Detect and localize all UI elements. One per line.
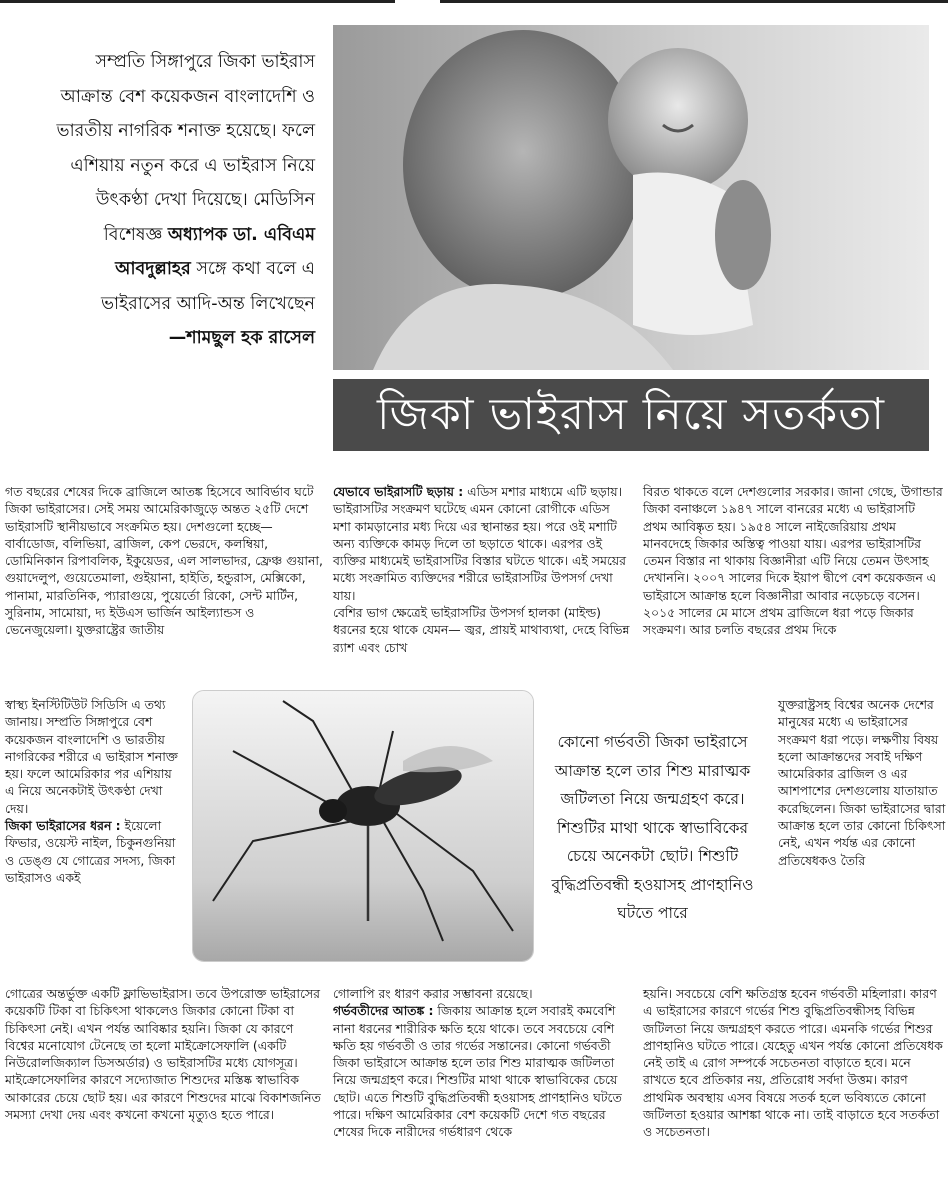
mosquito-photo — [192, 690, 534, 962]
col1-paragraph-3: ইয়েলো ফিভার, ওয়েস্ট নাইল, চিকুনগুনিয়া ও ডেঙ্গু যে গোত্রের সদস্য, জিকা ভাইরাসও একই — [5, 818, 176, 885]
column-3-narrow — [778, 696, 946, 869]
col1-subheading: জিকা ভাইরাসের ধরন : — [5, 818, 121, 834]
col2-paragraph-1: এডিস মশার মাধ্যমে এটি ছড়ায়। ভাইরাসটির সংক্রমণ ঘটেছে এমন কোনো রোগীকে এডিস মশা কামড়ানোর মধ্য দিয়ে এর স্থানান্তর হয়। পরে ওই মশাটি অন্য ব্যক্তিকে কামড় দিলে তা ছড়াতে থাকে। এরপর ওই ব্যক্তির মাধ্যমেই ভাইরাসটির বিস্তার ঘটতে থাকে। এই সময়ের মধ্যে সংক্রামিত ব্যক্তিদের শরীরে ভাইরাসটির উপসর্গ দেখা যায়। — [333, 484, 626, 603]
father-baby-photo — [333, 25, 929, 370]
pull-quote: কোনো গর্ভবতী জিকা ভাইরাসে আক্রান্ত হলে তার শিশু মারাত্মক জটিলতা নিয়ে জন্মগ্রহণ করে। শিশুটির মাথা থাকে স্বাভাবিকের চেয়ে অনেকটা ছোট। শিশুটি বুদ্ধিপ্রতিবন্ধী হওয়াসহ প্রাণহানিও ঘটতে পারে — [551, 733, 754, 922]
col2-paragraph-4: জিকায় আক্রান্ত হলে সবারই কমবেশি নানা ধরনের শারীরিক ক্ষতি হয়ে থাকে। তবে সবচেয়ে বেশি ক্ষতি হয় গর্ভবতী ও তার গর্ভের সন্তানের। কোনো গর্ভবতী জিকা ভাইরাসে আক্রান্ত হলে তার শিশু মারাত্মক জটিলতা নিয়ে জন্মগ্রহণ করে। শিশুটির মাথা থাকে স্বাভাবিকের চেয়ে ছোট। এতে শিশুটি বুদ্ধিপ্রতিবন্ধী হওয়াসহ প্রাণহানিও ঘটতে পারে। দক্ষিণ আমেরিকার বেশ কয়েকটি দেশে গত বছরের শেষের দিকে নারীদের গর্ভধারণ থেকে — [333, 1003, 622, 1140]
column-1-bottom — [5, 985, 323, 1123]
top-rule — [0, 0, 948, 12]
col1-paragraph-4: গোত্রের অন্তর্ভুক্ত একটি ফ্লাভিভাইরাস। তবে উপরোক্ত ভাইরাসের কয়েকটি টিকা বা চিকিৎসা থাকলেও জিকার কোনো টিকা বা চিকিৎসা নেই। এখন পর্যন্ত আবিষ্কার হয়নি। জিকা যে কারণে বিশ্বের মনোযোগ টেনেছে তা হলো মাইক্রোসেফালি (একটি নিউরোলজিক্যাল ডিসঅর্ডার) ও ভাইরাসটির মধ্যে যোগসূত্র। মাইক্রোসেফালির কারণে সদ্যোজাত শিশুদের মস্তিষ্ক স্বাভাবিক আকারের চেয়ে ছোট হয়। এর কারণে শিশুদের মাঝে বিকাশজনিত সমস্যা দেখা দেয় এবং কখনো কখনো মৃত্যুও হতে পারে। — [5, 986, 321, 1123]
intro-text: সম্প্রতি সিঙ্গাপুরে জিকা ভাইরাস আক্রান্ত বেশ কয়েকজন বাংলাদেশি ও ভারতীয় নাগরিক শনাক্ত হয়েছে। ফলে এশিয়ায় নতুন করে এ ভাইরাস নিয়ে উৎকণ্ঠা দেখা দিয়েছে। মেডিসিন বিশেষজ্ঞ — [56, 52, 315, 245]
col2-subheading-2: গর্ভবতীদের আতঙ্ক : — [333, 1003, 434, 1019]
col2-paragraph-2: বেশির ভাগ ক্ষেত্রেই ভাইরাসটির উপসর্গ হালকা (মাইল্ড) ধরনের হয়ে থাকে যেমন— জ্বর, প্রায়ই মাথাব্যথা, দেহে বিভিন্ন র‍্যাশ এবং চোখ — [333, 605, 630, 655]
column-2 — [333, 483, 631, 656]
byline: —শামছুল হক রাসেল — [168, 328, 315, 348]
column-3-bottom — [643, 985, 943, 1141]
col3-paragraph-1: বিরত থাকতে বলে দেশগুলোর সরকার। জানা গেছে, উগান্ডার জিকা বনাঞ্চলে ১৯৪৭ সালে বানরের মধ্যে এ ভাইরাসটি প্রথম আবিষ্কৃত হয়। ১৯৫৪ সালে নাইজেরিয়ায় প্রথম মানবদেহে জিকার অস্তিত্ব পাওয়া যায়। এরপর ভাইরাসটির তেমন বিস্তার না থাকায় বিজ্ঞানীরা এটি নিয়ে তেমন উৎসাহ দেখাননি। ২০০৭ সালের দিকে ইয়াপ দ্বীপে বেশ কয়েকজন এ ভাইরাসে আক্রান্ত হলে বিজ্ঞানীরা আবার নড়েচড়ে বসেন। ২০১৫ সালের মে মাসে প্রথম ব্রাজিলে ধরা পড়ে জিকার সংক্রমণ। আর চলতি বছরের প্রথম দিকে — [643, 484, 943, 638]
column-3 — [643, 483, 943, 639]
column-2-bottom — [333, 985, 631, 1141]
col1-paragraph-1: গত বছরের শেষের দিকে ব্রাজিলে আতঙ্ক হিসেবে আবির্ভাব ঘটে জিকা ভাইরাসের। সেই সময় আমেরিকাজুড়ে অন্তত ২৫টি দেশে ভাইরাসটি স্থানীয়ভাবে সংক্রমিত হয়। দেশগুলো হচ্ছে— বার্বাডোজ, বলিভিয়া, ব্রাজিল, কেপ ভেরদে, কলম্বিয়া, ডোমিনিকান রিপাবলিক, ইকুয়েডর, এল সালভাদর, ফ্রেঞ্চ গুয়ানা, গুয়াদেলুপ, গুয়েতেমালা, গুইয়ানা, হাইতি, হন্ডুরাস, মেক্সিকো, পানামা, মারতিনিক, প্যারাগুয়ে, পুয়ের্তো রিকো, সেন্ট মার্টিন, সুরিনাম, সামোয়া, দ্য ইউএস ভার্জিন আইল্যান্ডস ও ভেনেজুয়েলা। যুক্তরাষ্ট্রের জাতীয় — [5, 484, 323, 638]
intro-expert-name: অধ্যাপক ডা. এবিএম আবদুল্লাহর — [115, 224, 315, 279]
intro-text-end: সঙ্গে কথা বলে এ ভাইরাসের আদি-অন্ত লিখেছেন — [100, 259, 315, 314]
intro-blurb — [40, 45, 315, 356]
col3-paragraph-3: হয়নি। সবচেয়ে বেশি ক্ষতিগ্রস্ত হবেন গর্ভবতী মহিলারা। কারণ এ ভাইরাসের কারণে গর্ভের শিশু বুদ্ধিপ্রতিবন্ধীসহ বিভিন্ন জটিলতা নিয়ে জন্মগ্রহণ করতে পারে। এমনকি গর্ভের শিশুর প্রাণহানিও ঘটতে পারে। যেহেতু এখন পর্যন্ত কোনো প্রতিষেধক নেই তাই এ রোগ সম্পর্কে সচেতনতা বাড়াতে হবে। মনে রাখতে হবে প্রতিকার নয়, প্রতিরোধ সর্বদা উত্তম। কারণ প্রাথমিক অবস্থায় এসব বিষয়ে সতর্ক হলে ভবিষ্যতে কোনো জটিলতা হওয়ার আশঙ্কা থাকে না। তাই বাড়াতে হবে সতর্কতা ও সচেতনতা। — [643, 986, 943, 1140]
col3-paragraph-2: যুক্তরাষ্ট্রসহ বিশ্বের অনেক দেশের মানুষের মধ্যে এ ভাইরাসের সংক্রমণ ধরা পড়ে। লক্ষণীয় বিষয় হলো আক্রান্তদের সবাই দক্ষিণ আমেরিকার ব্রাজিল ও এর আশপাশের দেশগুলোয় যাতায়াত করেছিলেন। জিকা ভাইরাসের দ্বারা আক্রান্ত হলে তার কোনো চিকিৎসা নেই, এখন পর্যন্ত এর কোনো প্রতিষেধকও তৈরি — [778, 697, 946, 868]
column-1 — [5, 483, 323, 639]
col2-paragraph-3: গোলাপি রং ধারণ করার সম্ভাবনা রয়েছে। — [333, 986, 533, 1001]
col2-subheading-1: যেভাবে ভাইরাসটি ছড়ায় : — [333, 484, 464, 499]
column-1-narrow — [5, 696, 183, 886]
headline: জিকা ভাইরাস নিয়ে সতর্কতা — [333, 379, 929, 451]
col1-paragraph-2: স্বাস্থ্য ইনস্টিটিউট সিডিসি এ তথ্য জানায়। সম্প্রতি সিঙ্গাপুরে বেশ কয়েকজন বাংলাদেশি ও ভারতীয় নাগরিকের শরীরে এ ভাইরাস শনাক্ত হয়। ফলে আমেরিকার পর এশিয়ায় এ নিয়ে অনেকটাই উৎকণ্ঠা দেখা দেয়। — [5, 697, 178, 816]
